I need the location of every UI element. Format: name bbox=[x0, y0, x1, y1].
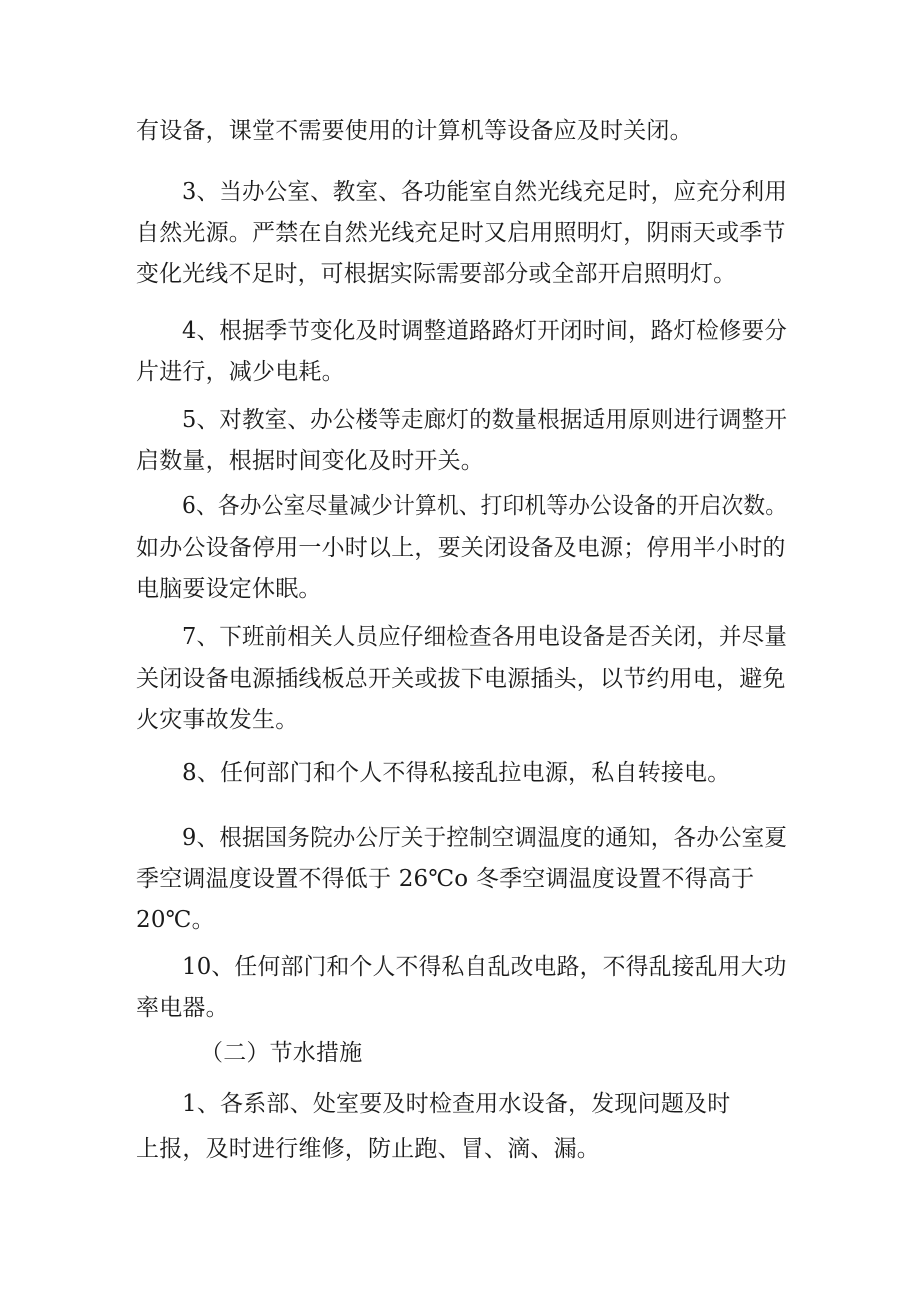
text-line: 上报，及时进行维修，防止跑、冒、滴、漏。 bbox=[136, 1136, 600, 1162]
text-line: 火灾事故发生。 bbox=[136, 707, 299, 733]
text-line: 如办公设备停用一小时以上，要关闭设备及电源；停用半小时的 bbox=[136, 535, 786, 561]
text-line: 8、任何部门和个人不得私接乱拉电源，私自转接电。 bbox=[182, 760, 731, 786]
text-line: 有设备，课堂不需要使用的计算机等设备应及时关闭。 bbox=[136, 118, 693, 144]
text-line: 7、下班前相关人员应仔细检查各用电设备是否关闭，并尽量 bbox=[182, 624, 788, 650]
section-heading: （二）节水措施 bbox=[200, 1040, 363, 1066]
text-line: 10、任何部门和个人不得私自乱改电路，不得乱接乱用大功 bbox=[182, 954, 787, 980]
text-line: 关闭设备电源插线板总开关或拔下电源插头，以节约用电，避免 bbox=[136, 666, 786, 692]
text-line: 5、对教室、办公楼等走廊灯的数量根据适用原则进行调整开 bbox=[182, 407, 788, 433]
text-line: 6、各办公室尽量减少计算机、打印机等办公设备的开启次数。 bbox=[182, 493, 788, 519]
text-line: 3、当办公室、教室、各功能室自然光线充足时，应充分利用 bbox=[182, 179, 788, 205]
text-line: 率电器。 bbox=[136, 995, 229, 1021]
text-line: 片进行，减少电耗。 bbox=[136, 359, 345, 385]
text-line: 启数量，根据时间变化及时开关。 bbox=[136, 448, 484, 474]
text-line: 4、根据季节变化及时调整道路路灯开闭时间，路灯检修要分 bbox=[182, 318, 788, 344]
text-line: 变化光线不足时，可根据实际需要部分或全部开启照明灯。 bbox=[136, 261, 737, 287]
text-line: 季空调温度设置不得低于 26℃o 冬季空调温度设置不得高于 bbox=[136, 866, 755, 892]
text-line: 电脑要设定休眠。 bbox=[136, 576, 322, 602]
text-line: 20℃。 bbox=[136, 907, 215, 933]
text-line: 9、根据国务院办公厅关于控制空调温度的通知，各办公室夏 bbox=[182, 825, 788, 851]
text-line: 自然光源。严禁在自然光线充足时又启用照明灯，阴雨天或季节 bbox=[136, 220, 786, 246]
text-line: 1、各系部、处室要及时检查用水设备，发现问题及时 bbox=[182, 1091, 731, 1117]
